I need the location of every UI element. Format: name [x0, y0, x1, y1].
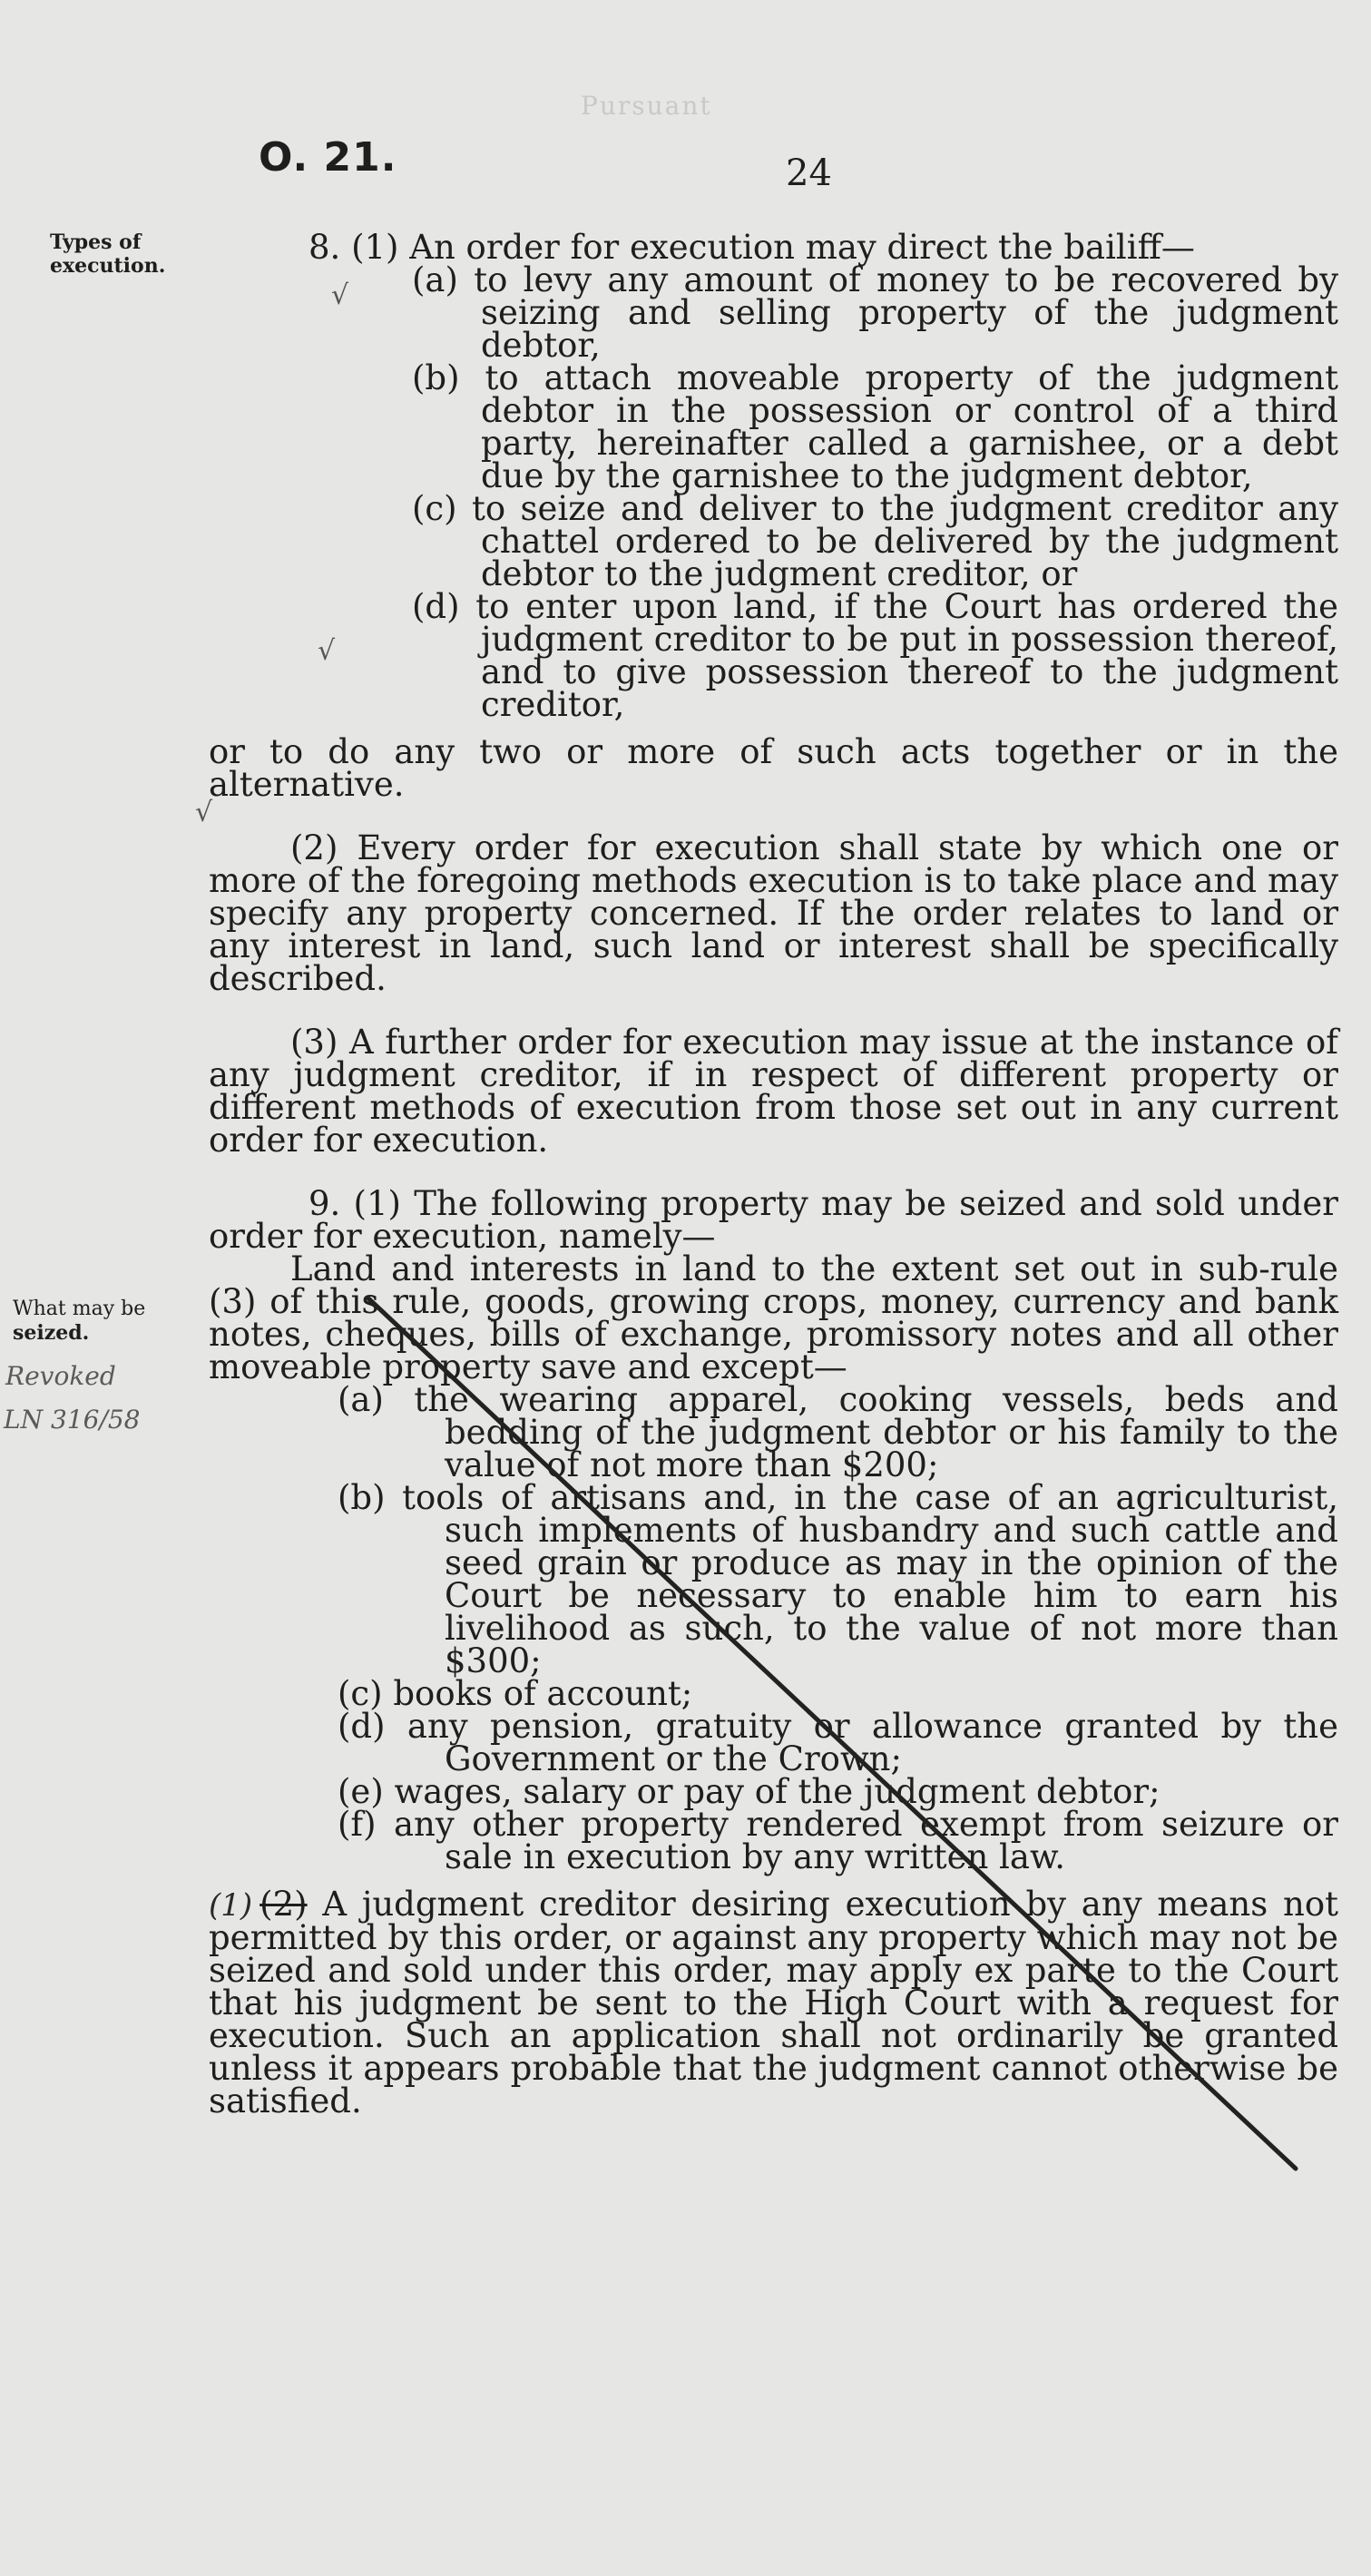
rule-8-tail: or to do any two or more of such acts together or in the alternative. — [209, 732, 1338, 804]
order-number: O. 21. — [259, 134, 397, 181]
rule-9-item-c: (c) books of account; — [338, 1674, 693, 1713]
rule-9-item-f: (f) any other property rendered exempt from seizure or sale in execution by any written law. — [338, 1805, 1338, 1876]
rule-9-item-e: (e) wages, salary or pay of the judgment debtor; — [338, 1772, 1160, 1811]
tick-mark: √ — [331, 279, 349, 311]
handwritten-revoked: Revoked — [5, 1361, 116, 1391]
rule-8-item-d: (d) to enter upon land, if the Court has ordered the judgment creditor to be put in possession thereof, and to give possession thereof to the judgment creditor, — [412, 587, 1338, 724]
tick-mark: √ — [195, 797, 213, 828]
rule-9-intro: 9. (1) The following property may be seized and sold under order for execution, namely— — [209, 1184, 1338, 1256]
rule-8-item-b: (b) to attach moveable property of the judgment debtor in the possession or control of a third party, hereinafter called a garnishee, or a debt due by the garnishee to the judgment debtor, — [412, 358, 1338, 495]
rule-8-item-a: (a) to levy any amount of money to be recovered by seizing and selling property of the judgment debtor, — [412, 260, 1338, 365]
rule-9-body: Land and interests in land to the extent set out in sub-rule (3) of this rule, goods, growing crops, money, currency and bank notes, cheques, bills of exchange, promissory notes and all other moveable property save and except— — [209, 1249, 1338, 1386]
handwritten-new-number: (1) — [209, 1887, 253, 1924]
rule-8-item-c: (c) to seize and deliver to the judgment creditor any chattel ordered to be delivered by the judgment debtor to the judgment creditor, or — [412, 489, 1338, 593]
rule-8-subrule-3: (3) A further order for execution may issue at the instance of any judgment creditor, if in respect of different property or different methods of execution from those set out in any current order for execution. — [209, 1023, 1338, 1160]
handwritten-reference: LN 316/58 — [4, 1405, 141, 1435]
rule-9-subrule-2-text: A judgment creditor desiring execution by any means not permitted by this order, or against any property which may not be seized and sold under this order, may apply ex parte to the Court that his judgment be sent to the High Court with a request for execution. Such an application shall not ordinarily be granted unless it appears probable that the judgment cannot otherwise be satisfied. — [209, 1885, 1338, 2121]
margin-note-line: Types of — [50, 230, 142, 254]
page-number: 24 — [786, 152, 832, 194]
margin-note-line: seized. — [13, 1321, 90, 1345]
rule-8-subrule-2: (2) Every order for execution shall state by which one or more of the foregoing methods execution is to take place and may specify any property concerned. If the order relates to land or any interest in land, such land or interest shall be specifically described. — [209, 828, 1338, 998]
margin-note-line: What may be — [13, 1298, 146, 1320]
tick-mark: √ — [318, 635, 336, 667]
margin-note-line: execution. — [50, 254, 166, 278]
rule-9-item-d: (d) any pension, gratuity or allowance granted by the Government or the Crown; — [338, 1707, 1338, 1778]
rule-9-item-b: (b) tools of artisans and, in the case of an agriculturist, such implements of husbandry and such cattle and seed grain or produce as may in the opinion of the Court be necessary to enable him to earn his livelihood as such, to the value of not more than $300; — [338, 1478, 1338, 1680]
struck-old-number: (2) — [260, 1885, 308, 1924]
rule-8-intro: 8. (1) An order for execution may direct the bailiff— — [308, 228, 1195, 267]
rule-9-item-a: (a) the wearing apparel, cooking vessels, beds and bedding of the judgment debtor or his family to the value of not more than $200; — [338, 1380, 1338, 1484]
bleed-through-text: Pursuant — [581, 91, 712, 121]
